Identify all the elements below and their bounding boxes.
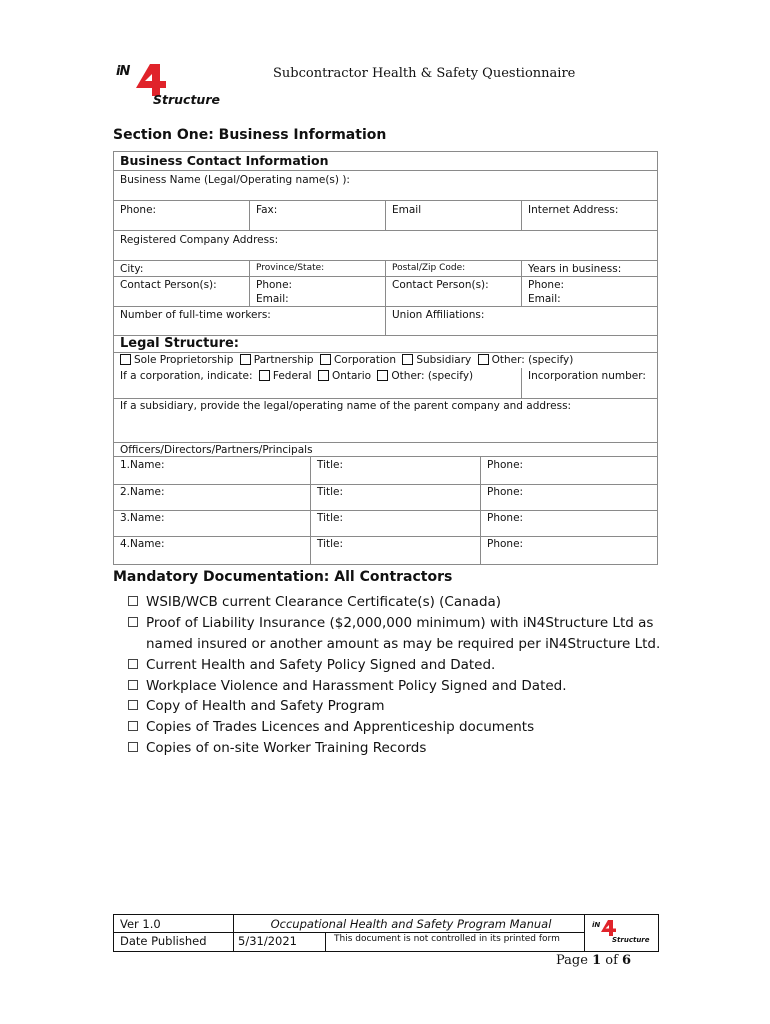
- subsidiary-parent-field[interactable]: If a subsidiary, provide the legal/operating name of the parent company and address:: [120, 400, 572, 412]
- contact-phone-field-2[interactable]: Phone:: [528, 279, 565, 291]
- officer-1-title-field[interactable]: Title:: [317, 459, 344, 471]
- mandatory-item-3: Current Health and Safety Policy Signed and Dated.: [128, 657, 495, 673]
- logo-structure-text: Structure: [153, 92, 220, 107]
- province-field[interactable]: Province/State:: [256, 263, 325, 273]
- footer-date: 5/31/2021: [238, 934, 297, 948]
- checkbox-4[interactable]: [128, 680, 138, 690]
- incorporation-number-field[interactable]: Incorporation number:: [528, 370, 646, 382]
- contact-person-field-2[interactable]: Contact Person(s):: [392, 279, 489, 291]
- partnership-checkbox[interactable]: [240, 354, 251, 365]
- footer-logo-in-text: iN: [592, 921, 601, 929]
- contact-email-field-1[interactable]: Email:: [256, 293, 289, 305]
- federal-label: Federal: [272, 370, 312, 382]
- checkbox-6[interactable]: [128, 721, 138, 731]
- other-corp-label: Other: (specify): [391, 370, 474, 382]
- mandatory-heading: Mandatory Documentation: All Contractors: [113, 569, 453, 585]
- checkbox-2[interactable]: [128, 617, 138, 627]
- document-title: Subcontractor Health & Safety Questionnaire: [273, 66, 576, 81]
- city-field[interactable]: City:: [120, 263, 144, 275]
- corporation-checkbox[interactable]: [320, 354, 331, 365]
- other-type-checkbox[interactable]: [478, 354, 489, 365]
- other-corp-checkbox[interactable]: [377, 370, 388, 381]
- footer-date-label: Date Published: [120, 934, 207, 948]
- officers-heading: Officers/Directors/Partners/Principals: [120, 444, 313, 456]
- officer-4-name-field[interactable]: 4.Name:: [120, 538, 165, 550]
- checkbox-5[interactable]: [128, 700, 138, 710]
- union-affiliations-field[interactable]: Union Affiliations:: [392, 309, 485, 321]
- company-logo: [116, 62, 224, 110]
- years-in-business-field[interactable]: Years in business:: [528, 263, 622, 275]
- legal-structure-table: [113, 334, 658, 565]
- mandatory-item-2-continued: named insured or another amount as may be required per iN4Structure Ltd.: [146, 636, 661, 652]
- mandatory-item-5: Copy of Health and Safety Program: [128, 698, 385, 714]
- footer-version: Ver 1.0: [120, 917, 161, 931]
- registered-address-field[interactable]: Registered Company Address:: [120, 234, 279, 246]
- sole-proprietorship-checkbox[interactable]: [120, 354, 131, 365]
- business-name-field[interactable]: Business Name (Legal/Operating name(s) ):: [120, 174, 350, 186]
- officer-1-phone-field[interactable]: Phone:: [487, 459, 524, 471]
- mandatory-item-1: WSIB/WCB current Clearance Certificate(s) (Canada): [128, 594, 501, 610]
- officer-2-phone-field[interactable]: Phone:: [487, 486, 524, 498]
- page-total: 6: [622, 953, 632, 968]
- postal-code-field[interactable]: Postal/Zip Code:: [392, 263, 466, 273]
- phone-field[interactable]: Phone:: [120, 204, 157, 216]
- subsidiary-checkbox[interactable]: [402, 354, 413, 365]
- footer-logo: [592, 919, 652, 949]
- federal-checkbox[interactable]: [259, 370, 270, 381]
- section-one-heading: Section One: Business Information: [113, 127, 387, 143]
- ontario-label: Ontario: [331, 370, 372, 382]
- corporation-indicate-row: [120, 370, 476, 382]
- business-info-table: [113, 151, 658, 336]
- fax-field[interactable]: Fax:: [256, 204, 278, 216]
- footer-note: This document is not controlled in its printed form: [334, 934, 560, 944]
- ontario-checkbox[interactable]: [318, 370, 329, 381]
- subsidiary-label: Subsidiary: [416, 354, 472, 366]
- footer-table: [113, 914, 659, 952]
- officer-3-name-field[interactable]: 3.Name:: [120, 512, 165, 524]
- mandatory-item-7: Copies of on-site Worker Training Records: [128, 740, 426, 756]
- officer-3-phone-field[interactable]: Phone:: [487, 512, 524, 524]
- legal-structure-heading: Legal Structure:: [120, 336, 240, 351]
- corporation-label: Corporation: [333, 354, 396, 366]
- checkbox-3[interactable]: [128, 659, 138, 669]
- internet-address-field[interactable]: Internet Address:: [528, 204, 619, 216]
- mandatory-item-2: Proof of Liability Insurance ($2,000,000 minimum) with iN4Structure Ltd as: [128, 615, 653, 631]
- checkbox-7[interactable]: [128, 742, 138, 752]
- page-current: 1: [592, 953, 602, 968]
- page-number: [556, 953, 631, 968]
- full-time-workers-field[interactable]: Number of full-time workers:: [120, 309, 271, 321]
- page-of: of: [605, 953, 618, 968]
- officer-3-title-field[interactable]: Title:: [317, 512, 344, 524]
- page-label: Page: [556, 953, 588, 968]
- contact-phone-field-1[interactable]: Phone:: [256, 279, 293, 291]
- officer-2-name-field[interactable]: 2.Name:: [120, 486, 165, 498]
- legal-type-options: [120, 354, 576, 366]
- logo-in-text: iN: [116, 64, 130, 79]
- officer-4-phone-field[interactable]: Phone:: [487, 538, 524, 550]
- corporation-indicate-label: If a corporation, indicate:: [120, 370, 253, 382]
- footer-logo-structure-text: Structure: [612, 936, 650, 944]
- checkbox-1[interactable]: [128, 596, 138, 606]
- mandatory-item-4: Workplace Violence and Harassment Policy Signed and Dated.: [128, 678, 567, 694]
- contact-person-field-1[interactable]: Contact Person(s):: [120, 279, 217, 291]
- mandatory-item-6: Copies of Trades Licences and Apprenticeship documents: [128, 719, 534, 735]
- partnership-label: Partnership: [253, 354, 314, 366]
- other-type-label: Other: (specify): [491, 354, 574, 366]
- business-contact-heading: Business Contact Information: [120, 153, 329, 168]
- officer-4-title-field[interactable]: Title:: [317, 538, 344, 550]
- footer-manual-title: Occupational Health and Safety Program Manual: [270, 917, 552, 931]
- officer-1-name-field[interactable]: 1.Name:: [120, 459, 165, 471]
- contact-email-field-2[interactable]: Email:: [528, 293, 561, 305]
- sole-proprietorship-label: Sole Proprietorship: [134, 354, 234, 366]
- officer-2-title-field[interactable]: Title:: [317, 486, 344, 498]
- email-field[interactable]: Email: [392, 204, 422, 216]
